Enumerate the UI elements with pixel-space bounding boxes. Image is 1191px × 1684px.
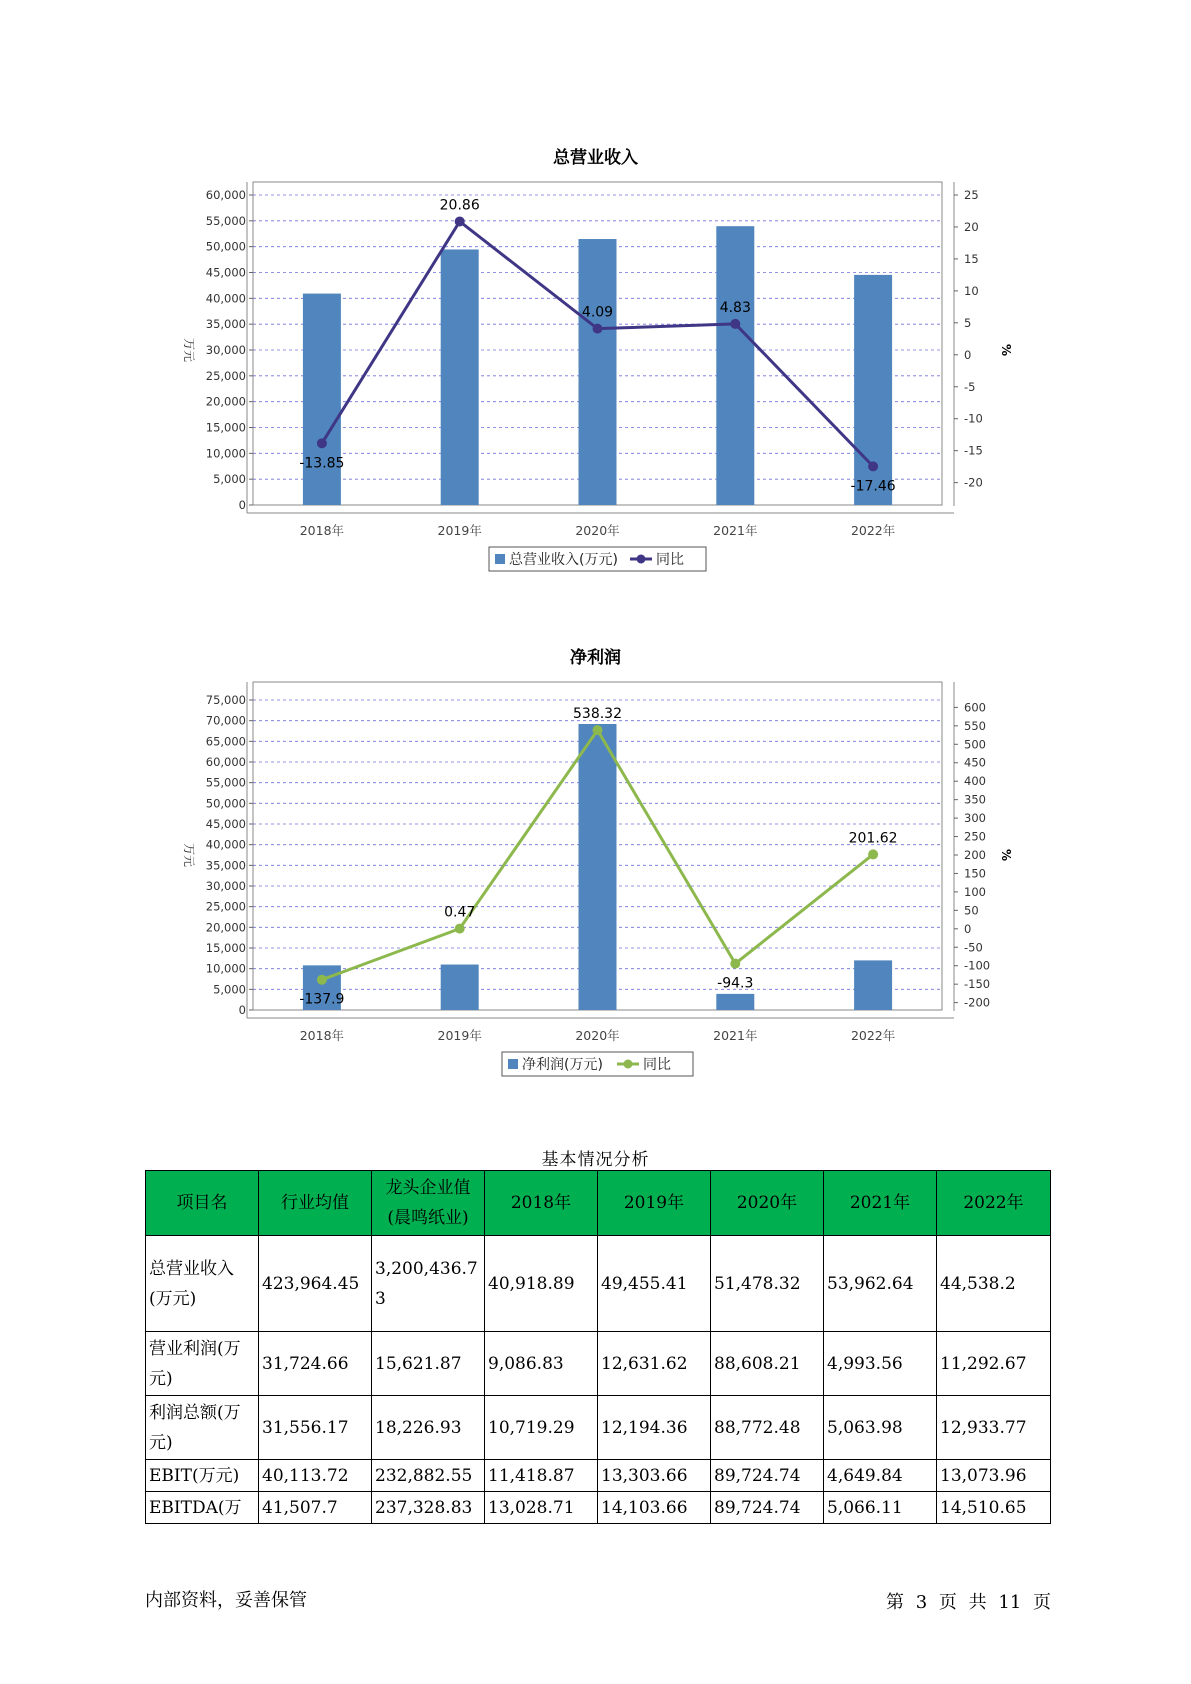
- table-cell: 3,200,436.73: [372, 1236, 485, 1332]
- line-point: [317, 438, 327, 448]
- y-tick-label: 30,000: [205, 343, 246, 357]
- footer-confidential: 内部资料，妥善保管: [145, 1590, 307, 1611]
- bar: [579, 724, 617, 1010]
- y-tick-label: 15,000: [205, 420, 246, 435]
- y2-tick-label: 450: [964, 755, 986, 770]
- data-label: -17.46: [850, 478, 896, 495]
- line-point: [593, 324, 603, 334]
- y2-tick-label: 150: [964, 866, 986, 881]
- x-tick-label: 2021年: [713, 1028, 758, 1043]
- y2-tick-label: -5: [964, 379, 976, 394]
- x-tick-label: 2021年: [713, 523, 758, 538]
- table-row: [146, 1332, 1051, 1396]
- y-tick-label: 50,000: [205, 239, 246, 254]
- table-caption: 基本情况分析: [541, 1150, 650, 1170]
- row-name-cell: 营业利润(万元): [146, 1332, 259, 1396]
- revenue-chart: [0, 170, 1191, 610]
- analysis-table: [145, 1170, 1051, 1524]
- y2-tick-label: 0: [964, 921, 972, 936]
- data-label: 538.32: [573, 706, 622, 723]
- data-label: 201.62: [848, 830, 898, 847]
- table-cell: 51,478.32: [711, 1236, 824, 1332]
- x-tick-label: 2020年: [575, 523, 620, 538]
- legend-swatch-bar: [495, 554, 505, 564]
- y-tick-label: 0: [238, 498, 246, 512]
- y2-tick-label: 250: [964, 829, 986, 844]
- table-cell: 4,649.84: [824, 1460, 937, 1492]
- data-label: 4.83: [719, 299, 751, 316]
- bar: [854, 960, 892, 1010]
- y-tick-label: 55,000: [205, 213, 246, 228]
- bar: [441, 965, 479, 1010]
- y2-tick-label: 550: [964, 718, 986, 733]
- y2-tick-label: 10: [964, 283, 979, 298]
- y2-tick-label: -20: [964, 475, 983, 490]
- table-header-cell: 2020年: [711, 1171, 824, 1236]
- legend-label-line: 同比: [643, 1057, 671, 1073]
- y2-tick-label: 20: [964, 219, 979, 234]
- table-cell: 11,418.87: [485, 1460, 598, 1492]
- table-cell: 11,292.67: [937, 1332, 1051, 1396]
- y2-tick-label: 350: [964, 792, 986, 807]
- y-tick-label: 45,000: [205, 265, 246, 280]
- y2-tick-label: 0: [964, 347, 972, 362]
- y-tick-label: 70,000: [205, 713, 246, 728]
- y2-tick-label: 15: [964, 251, 979, 266]
- y-tick-label: 5,000: [213, 472, 246, 487]
- table-row: [146, 1492, 1051, 1524]
- table-cell: 237,328.83: [372, 1492, 485, 1524]
- line-point: [868, 461, 878, 471]
- net-profit-chart: [0, 670, 1191, 1110]
- y2-tick-label: 200: [964, 848, 986, 862]
- x-tick-label: 2022年: [850, 1028, 896, 1043]
- y-tick-label: 30,000: [205, 879, 246, 893]
- y2-tick-label: -15: [964, 443, 983, 458]
- table-cell: 44,538.2: [937, 1236, 1051, 1332]
- table-cell: 12,194.36: [598, 1396, 711, 1460]
- y-tick-label: 25,000: [205, 899, 246, 914]
- y2-tick-label: 100: [964, 884, 986, 899]
- y2-tick-label: -200: [964, 995, 991, 1010]
- legend: [502, 1052, 693, 1076]
- data-label: -13.85: [299, 455, 345, 472]
- x-tick-label: 2019年: [437, 1028, 482, 1043]
- data-label: -94.3: [717, 975, 754, 992]
- y-tick-label: 60,000: [205, 188, 246, 202]
- y2-axis-label: %: [999, 343, 1013, 357]
- table-cell: 10,719.29: [485, 1396, 598, 1460]
- y-tick-label: 20,000: [205, 920, 246, 935]
- y2-tick-label: 50: [964, 903, 979, 918]
- y-axis-label: 万元: [182, 337, 196, 363]
- y2-tick-label: -100: [964, 958, 991, 973]
- y2-axis-label: %: [999, 848, 1013, 862]
- y2-tick-label: 600: [964, 700, 986, 715]
- bar: [303, 294, 341, 505]
- chart-title-net-profit: 净利润: [570, 648, 621, 668]
- table-cell: 89,724.74: [711, 1492, 824, 1524]
- y2-tick-label: 500: [964, 737, 986, 752]
- line-point: [455, 216, 465, 226]
- y-tick-label: 35,000: [205, 317, 246, 332]
- table-header-cell: 2019年: [598, 1171, 711, 1236]
- x-tick-label: 2018年: [299, 1028, 345, 1043]
- table-cell: 89,724.74: [711, 1460, 824, 1492]
- table-cell: 12,933.77: [937, 1396, 1051, 1460]
- legend-swatch-bar: [508, 1059, 518, 1069]
- row-name-cell: 总营业收入(万元): [146, 1236, 259, 1332]
- table-header-cell: 龙头企业值(晨鸣纸业): [372, 1171, 485, 1236]
- table-cell: 14,510.65: [937, 1492, 1051, 1524]
- data-label: 4.09: [581, 304, 614, 321]
- table-cell: 31,556.17: [259, 1396, 372, 1460]
- table-cell: 40,113.72: [259, 1460, 372, 1492]
- table-row: [146, 1236, 1051, 1332]
- legend-label-line: 同比: [656, 552, 684, 568]
- table-header-cell: 行业均值: [259, 1171, 372, 1236]
- y2-tick-label: 25: [964, 188, 979, 202]
- x-tick-label: 2022年: [850, 523, 896, 538]
- legend-swatch-point: [637, 555, 646, 564]
- y2-tick-label: 400: [964, 774, 986, 789]
- y-tick-label: 25,000: [205, 368, 246, 383]
- table-cell: 88,608.21: [711, 1332, 824, 1396]
- table-cell: 31,724.66: [259, 1332, 372, 1396]
- legend-swatch-point: [624, 1060, 633, 1069]
- bar: [716, 994, 754, 1010]
- table-cell: 13,303.66: [598, 1460, 711, 1492]
- y-tick-label: 55,000: [205, 775, 246, 790]
- table-cell: 40,918.89: [485, 1236, 598, 1332]
- y-tick-label: 50,000: [205, 796, 246, 811]
- table-cell: 49,455.41: [598, 1236, 711, 1332]
- y-tick-label: 40,000: [205, 291, 246, 306]
- data-label: 0.47: [444, 904, 476, 921]
- row-name-cell: EBITDA(万: [146, 1492, 259, 1524]
- x-tick-label: 2019年: [437, 523, 482, 538]
- row-name-cell: EBIT(万元): [146, 1460, 259, 1492]
- y2-tick-label: 5: [964, 315, 972, 330]
- bar: [716, 226, 754, 505]
- y-tick-label: 45,000: [205, 817, 246, 831]
- table-cell: 15,621.87: [372, 1332, 485, 1396]
- y2-tick-label: -150: [964, 977, 991, 992]
- y2-tick-label: 300: [964, 811, 986, 826]
- bar: [579, 239, 617, 505]
- y-tick-label: 5,000: [213, 982, 246, 997]
- y-tick-label: 15,000: [205, 941, 246, 955]
- legend-label-bar: 总营业收入(万元): [509, 552, 618, 568]
- table-cell: 13,073.96: [937, 1460, 1051, 1492]
- y-tick-label: 20,000: [205, 394, 246, 409]
- y-tick-label: 35,000: [205, 858, 246, 873]
- table-header-cell: 2021年: [824, 1171, 937, 1236]
- y2-tick-label: -10: [964, 411, 983, 426]
- y-tick-label: 0: [238, 1003, 246, 1017]
- y-tick-label: 10,000: [205, 446, 246, 461]
- table-cell: 41,507.7: [259, 1492, 372, 1524]
- data-label: 20.86: [439, 197, 480, 214]
- data-label: -137.9: [299, 991, 345, 1008]
- table-cell: 423,964.45: [259, 1236, 372, 1332]
- table-row: [146, 1396, 1051, 1460]
- footer-page-number: 第 3 页 共 11 页: [886, 1592, 1051, 1613]
- y-tick-label: 10,000: [205, 961, 246, 976]
- table-header-cell: 2018年: [485, 1171, 598, 1236]
- table-cell: 53,962.64: [824, 1236, 937, 1332]
- y-tick-label: 75,000: [205, 693, 246, 707]
- row-name-cell: 利润总额(万元): [146, 1396, 259, 1460]
- y-tick-label: 60,000: [205, 755, 246, 769]
- y2-tick-label: -50: [964, 940, 983, 955]
- table-cell: 9,086.83: [485, 1332, 598, 1396]
- y-axis-label: 万元: [182, 842, 196, 868]
- table-cell: 13,028.71: [485, 1492, 598, 1524]
- chart-title-revenue: 总营业收入: [553, 148, 638, 168]
- line-point: [593, 725, 603, 735]
- table-header-cell: 2022年: [937, 1171, 1051, 1236]
- table-row: [146, 1460, 1051, 1492]
- x-tick-label: 2020年: [575, 1028, 620, 1043]
- bar: [441, 249, 479, 505]
- legend: [489, 547, 706, 571]
- line-point: [730, 319, 740, 329]
- y-tick-label: 65,000: [205, 734, 246, 749]
- table-cell: 14,103.66: [598, 1492, 711, 1524]
- line-point: [868, 849, 878, 859]
- table-header-cell: 项目名: [146, 1171, 259, 1236]
- table-cell: 5,063.98: [824, 1396, 937, 1460]
- table-cell: 232,882.55: [372, 1460, 485, 1492]
- line-point: [455, 924, 465, 934]
- table-header-row: [146, 1171, 1051, 1236]
- x-tick-label: 2018年: [299, 523, 345, 538]
- line-point: [317, 975, 327, 985]
- y-tick-label: 40,000: [205, 837, 246, 852]
- table-cell: 12,631.62: [598, 1332, 711, 1396]
- legend-label-bar: 净利润(万元): [522, 1057, 603, 1073]
- table-cell: 18,226.93: [372, 1396, 485, 1460]
- table-cell: 5,066.11: [824, 1492, 937, 1524]
- table-cell: 4,993.56: [824, 1332, 937, 1396]
- line-point: [730, 959, 740, 969]
- table-cell: 88,772.48: [711, 1396, 824, 1460]
